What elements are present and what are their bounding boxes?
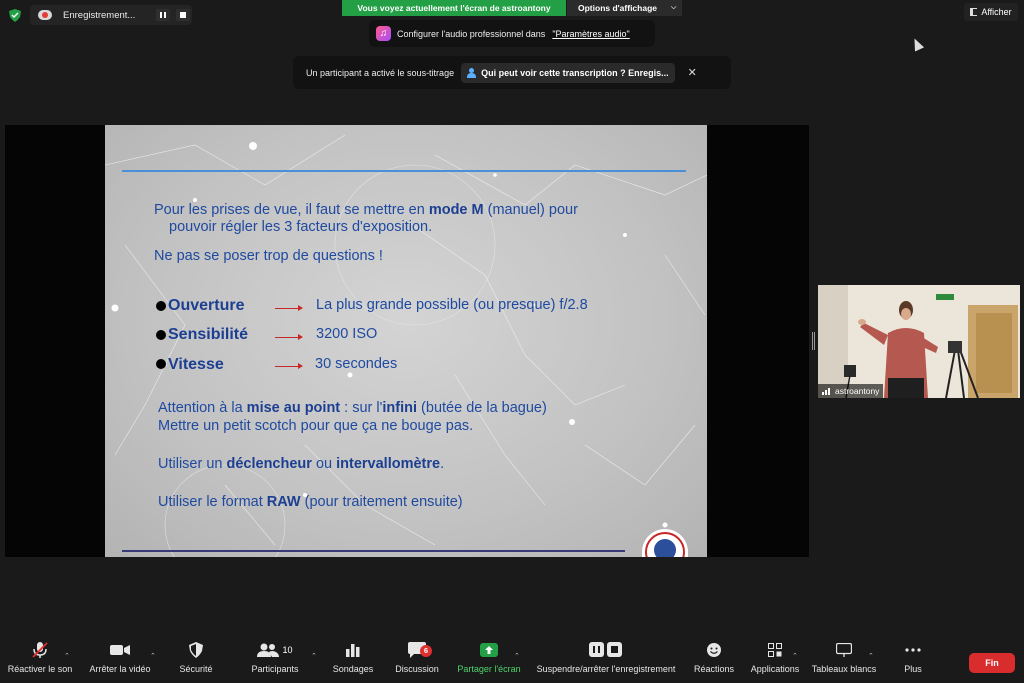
participant-name: astroantony [835,386,880,396]
chevron-down-icon: ⌵ [671,4,677,11]
cloud-recording-icon [38,10,52,20]
participants-button[interactable] [246,636,304,683]
polls-button[interactable] [330,636,376,683]
show-button[interactable] [964,3,1018,21]
intro-line-2: pouvoir régler les 3 facteurs d'exposition. [169,219,433,235]
setting-term: Ouverture [168,297,245,314]
pause-recording-button[interactable] [156,9,170,21]
share-screen-button[interactable] [456,636,522,683]
apps-label: Applications [750,664,800,674]
whiteboard-icon [836,636,852,664]
audio-settings-link[interactable]: "Paramètres audio" [552,28,630,39]
smiley-icon [706,636,722,664]
mouse-cursor-icon [910,36,924,51]
focus-line: Attention à la mise au point : sur l'infini (butée de la bague) [158,400,547,416]
share-screen-label: Partager l'écran [457,664,521,674]
screen-share-banner: Vous voyez actuellement l'écran de astroantony [342,0,566,16]
panel-icon [970,8,977,16]
ellipsis-icon [905,636,921,664]
polls-label: Sondages [332,664,374,674]
pause-stop-recording-button[interactable] [533,636,679,683]
setting-value: 30 secondes [315,356,398,372]
intro-line-1: Pour les prises de vue, il faut se mettre en mode M (manuel) pour [154,202,578,218]
captions-notification-text: Un participant a activé le sous-titrage [306,67,455,78]
bar-chart-icon [346,636,360,664]
pause-stop-icon [589,636,623,664]
more-label: Plus [904,664,922,674]
encryption-shield-icon[interactable] [9,9,21,22]
stop-video-label: Arrêter la vidéo [89,664,151,674]
participant-video-feed [818,285,1020,398]
intro-line-3: Ne pas se poser trop de questions ! [154,248,383,264]
slide-top-rule [122,170,686,172]
presentation-slide [105,125,707,557]
stop-video-button[interactable] [86,636,154,683]
trigger-line: Utiliser un déclencheur ou intervallomètre. [158,456,445,472]
slide-bottom-rule [122,550,625,552]
security-button[interactable] [174,636,218,683]
participants-icon [257,636,292,664]
transcript-visibility-label: Qui peut voir cette transcription ? Enregis... [481,67,669,78]
panel-resize-handle[interactable] [812,332,815,350]
participant-video-tile[interactable] [818,285,1020,398]
muted-microphone-icon [31,636,49,664]
person-icon [467,68,477,78]
unmute-label: Réactiver le son [7,664,73,674]
security-label: Sécurité [179,664,213,674]
view-options-label: Options d'affichage [578,3,657,13]
pause-stop-recording-label: Suspendre/arrêter l'enregistrement [536,664,676,674]
signal-strength-icon [822,387,832,395]
share-screen-icon [480,636,498,664]
share-options-caret[interactable]: ⌃ [514,653,520,660]
reactions-button[interactable] [692,636,736,683]
participants-label: Participants [251,664,299,674]
meeting-toolbar [0,636,1024,683]
recording-label: Enregistrement... [63,9,136,21]
chat-button[interactable] [393,636,441,683]
setting-value: La plus grande possible (ou presque) f/2.8 [316,297,588,313]
arrow-right-icon [275,308,301,309]
chat-label: Discussion [395,664,439,674]
audio-notification [369,20,655,47]
whiteboards-label: Tableaux blancs [811,664,877,674]
participants-options-caret[interactable]: ⌃ [311,653,317,660]
apps-icon [768,636,782,664]
view-options-button[interactable] [567,0,682,16]
security-shield-icon [189,636,203,664]
music-note-icon: ♫ [376,26,391,41]
video-camera-icon [110,636,130,664]
setting-term: Vitesse [168,356,224,373]
arrow-right-icon [275,366,301,367]
setting-value: 3200 ISO [316,326,378,342]
participant-name-label [818,384,883,398]
audio-notification-text: Configurer l'audio professionnel dans [397,28,546,39]
setting-term: Sensibilité [168,326,249,343]
whiteboards-options-caret[interactable]: ⌃ [868,653,874,660]
transcript-visibility-button[interactable] [461,63,675,83]
chat-unread-badge: 6 [420,645,432,657]
apps-options-caret[interactable]: ⌃ [792,653,798,660]
end-meeting-button[interactable]: Fin [969,653,1015,673]
more-button[interactable] [896,636,930,683]
reactions-label: Réactions [693,664,735,674]
close-icon[interactable]: ✕ [687,67,697,79]
bullet-icon [156,330,166,340]
bullet-icon [156,359,166,369]
audio-options-caret[interactable]: ⌃ [64,653,70,660]
captions-notification [293,56,731,89]
stop-recording-button[interactable] [176,9,190,21]
video-options-caret[interactable]: ⌃ [150,653,156,660]
arrow-right-icon [275,337,301,338]
participants-count: 10 [282,645,293,655]
recording-indicator[interactable] [30,5,192,25]
show-button-label: Afficher [981,7,1012,17]
scotch-line: Mettre un petit scotch pour que ça ne bouge pas. [158,418,474,434]
raw-line: Utiliser le format RAW (pour traitement ensuite) [158,494,463,510]
bullet-icon [156,301,166,311]
